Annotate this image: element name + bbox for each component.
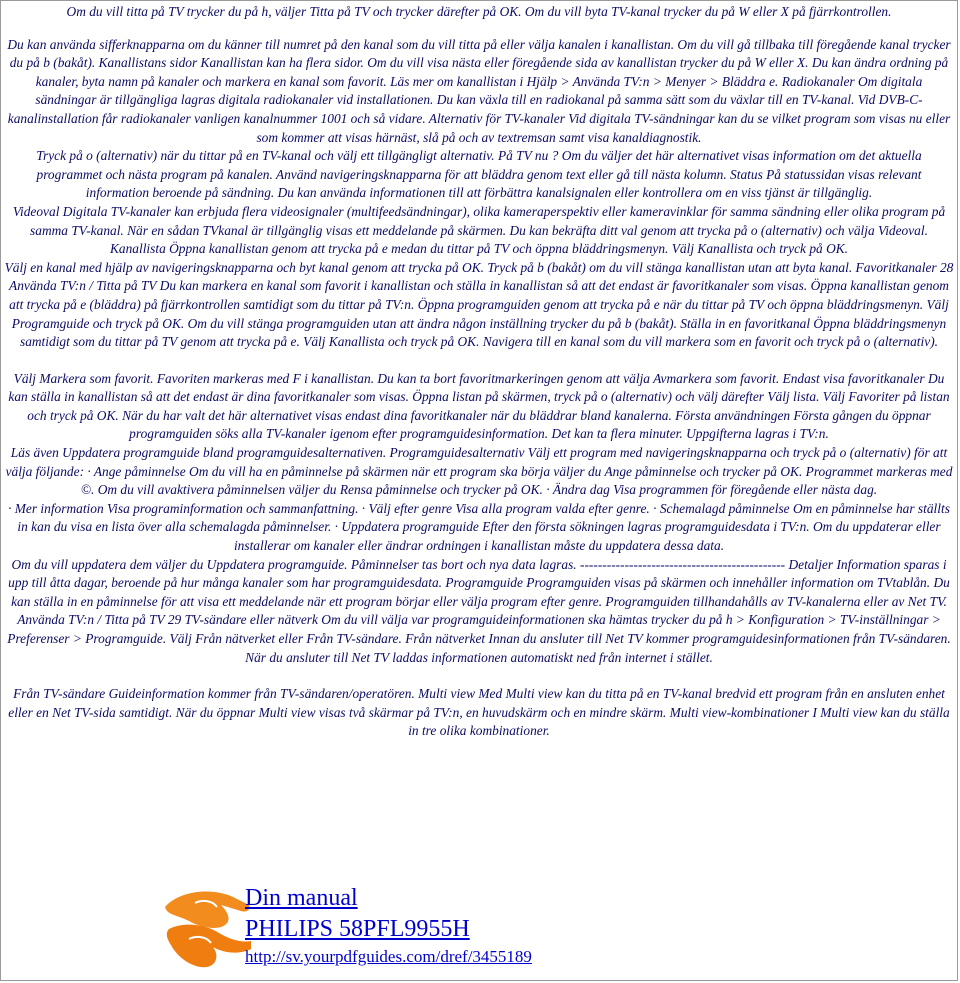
paragraph-mark-favorite: Välj Markera som favorit. Favoriten markeras med F i kanallistan. Du kan ta bort favoritmarkeringen genom att välja Avmarkera som favorit. Endast visa favoritkanaler Du kan ställa in kanallistan så att det endast är dina favoritkanaler som visas. Öppna listan på skärmen, tryck på o (alternativ) och välj därefter Välj lista. Välj Favoriter på listan och tryck på OK. När du har valt det här alternativet visas endast dina favoritkanaler när du bläddrar bland kanalerna. Första användningen Första gången du öppnar programguiden söks alla TV-kanaler igenom efter programguidesinformation. Det kan ta flera minuter. Uppgifterna lagras i TV:n.	[8, 370, 950, 442]
paragraph-update-guide: Om du vill uppdatera dem väljer du Uppdatera programguide. Påminnelser tas bort och nya data lagras. ---------------------------------------------- Detaljer Information sparas i upp till åtta dagar, beroende på hur många kanaler som har programguidesdata. Programguide Programguiden visas på skärmen och innehåller information om TVtablån. Du kan ställa in en påminnelse för att visa ett meddelande när ett program börjar eller välja program efter genre. Programguiden tillhandahålls av TV-kanalerna eller av Net TV. Använda TV:n / Titta på TV 29 TV-sändare eller nätverk Om du vill välja var programguideinformationen ska hämtas trycker du på h > Konfiguration > TV-inställningar > Preferenser > Programguide. Välj Från nätverket eller Från TV-sändare. Från nätverket Innan du ansluter till Net TV kommer programguidesinformationen från TV-sändaren. När du ansluter till Net TV laddas informationen automatiskt ned från internet i stället.	[7, 556, 951, 665]
product-link[interactable]: PHILIPS 58PFL9955H	[245, 916, 470, 942]
url-link[interactable]: http://sv.yourpdfguides.com/dref/3455189	[245, 947, 532, 966]
paragraph-guide-options: Läs även Uppdatera programguide bland programguidesalternativen. Programguidesalternativ Välj ett program med navigeringsknapparna och tryck på o (alternativ) för att välja följande: · Ange påminnelse Om du vill ha en påminnelse på skärmen när ett program ska börja väljer du Ange påminnelse och trycker på OK. Programmet markeras med ©. Om du vill avaktivera påminnelsen väljer du Rensa påminnelse och trycker på OK. · Ändra dag Visa programmen för föregående eller nästa dag.	[5, 445, 953, 498]
footer-links	[245, 883, 532, 969]
paragraph-channels: Du kan använda sifferknapparna om du känner till numret på den kanal som du vill titta på eller välja kanalen i kanallistan. Om du vill gå tillbaka till föregående kanal trycker du på b (bakåt). Kanallistans sidor Kanallistan kan ha flera sidor. Om du vill visa nästa eller föregående sida av kanallistan trycker du på W eller X. Du kan ändra ordning på kanaler, byta namn på kanaler och markera en kanal som favorit. Läs mer om kanallistan i Hjälp > Använda TV:n > Menyer > Bläddra e. Radiokanaler Om digitala sändningar är tillgängliga lagras digitala radiokanaler vid installationen. Du kan växla till en radiokanal på samma sätt som du växlar till en TV-kanal. Vid DVB-C-kanalinstallation får radiokanaler vanligen kanalnummer 1001 och så vidare. Alternativ för TV-kanaler Vid digitala TV-sändningar kan du se vilket program som visas nu eller som kommer att visas härnäst, slå på och av textremsan samt visa kanaldiagnostik.	[7, 36, 951, 145]
paragraph-options: Tryck på o (alternativ) när du tittar på en TV-kanal och välj ett tillgängligt alternativ. På TV nu ? Om du väljer det här alternativet visas information om det aktuella programmet och nästa program på kanalen. Använd navigeringsknapparna för att bläddra genom text eller gå till nästa kolumn. Status På statussidan visas relevant information beroende på sändning. Du kan använda informationen till att förbättra kanalsignalen eller kontrollera om en viss tjänst är tillgänglig.	[36, 148, 922, 201]
paragraph-more-info: · Mer information Visa programinformation och sammanfattning. · Välj efter genre Visa alla program valda efter genre. · Schemalagd påminnelse Om en påminnelse har ställts in kan du visa en lista över alla schemalagda påminnelser. · Uppdatera programguide Efter den första sökningen lagras programguidesdata i TV:n. Om du uppdaterar eller installerar om kanaler eller ändrar ordningen i kanallistan måste du uppdatera dessa data.	[8, 500, 950, 554]
paragraph-multi-view: Från TV-sändare Guideinformation kommer från TV-sändaren/operatören. Multi view Med Multi view kan du titta på en TV-kanal bredvid ett program från en ansluten enhet eller en Net TV-sida samtidigt. När du öppnar Multi view visas två skärmar på TV:n, en huvudskärm och en mindre skärm. Multi view-kombinationer I Multi view kan du ställa in tre olika kombinationer.	[8, 686, 950, 739]
paragraph-videoval: Videoval Digitala TV-kanaler kan erbjuda flera videosignaler (multifeedsändningar), olika kameraperspektiv eller kameravinklar för samma sändning eller olika program på samma TV-kanal. När en sådan TVkanal är tillgänglig visas ett meddelande på skärmen. Du kan bekräfta ditt val genom att trycka på o (alternativ) och välja Videoval. Kanallista Öppna kanallistan genom att trycka på e medan du tittar på TV och öppna bläddringsmenyn. Välj Kanallista och tryck på OK.	[12, 203, 946, 257]
paragraph-favorites: Välj en kanal med hjälp av navigeringsknapparna och byt kanal genom att trycka på OK. Tryck på b (bakåt) om du vill stänga kanallistan utan att byta kanal. Favoritkanaler 28 Använda TV:n / Titta på TV Du kan markera en kanal som favorit i kanallistan och ställa in kanallistan så att det endast är favoritkanaler som visas. Öppna kanallistan genom att trycka på e (bläddra) på fjärrkontrollen samtidigt som du tittar på TV:n. Öppna programguiden genom att trycka på e när du tittar på TV och öppna bläddringsmenyn. Välj Programguide och tryck på OK. Om du vill stänga programguiden utan att ändra någon inställning trycker du på b (bakåt). Ställa in en favoritkanal Öppna bläddringsmenyn samtidigt som du tittar på TV genom att trycka på e. Välj Kanallista och tryck på OK. Navigera till en kanal som du vill markera som en favorit och tryck på o (alternativ).	[4, 259, 954, 350]
manual-text	[4, 3, 954, 741]
paragraph-tv-watch: Om du vill titta på TV trycker du på h, väljer Titta på TV och trycker därefter på OK. Om du vill byta TV-kanal trycker du på W eller X på fjärrkontrollen.	[66, 4, 892, 19]
manual-link[interactable]: Din manual	[245, 885, 358, 911]
footer	[131, 883, 731, 975]
hands-logo-icon	[159, 885, 255, 971]
